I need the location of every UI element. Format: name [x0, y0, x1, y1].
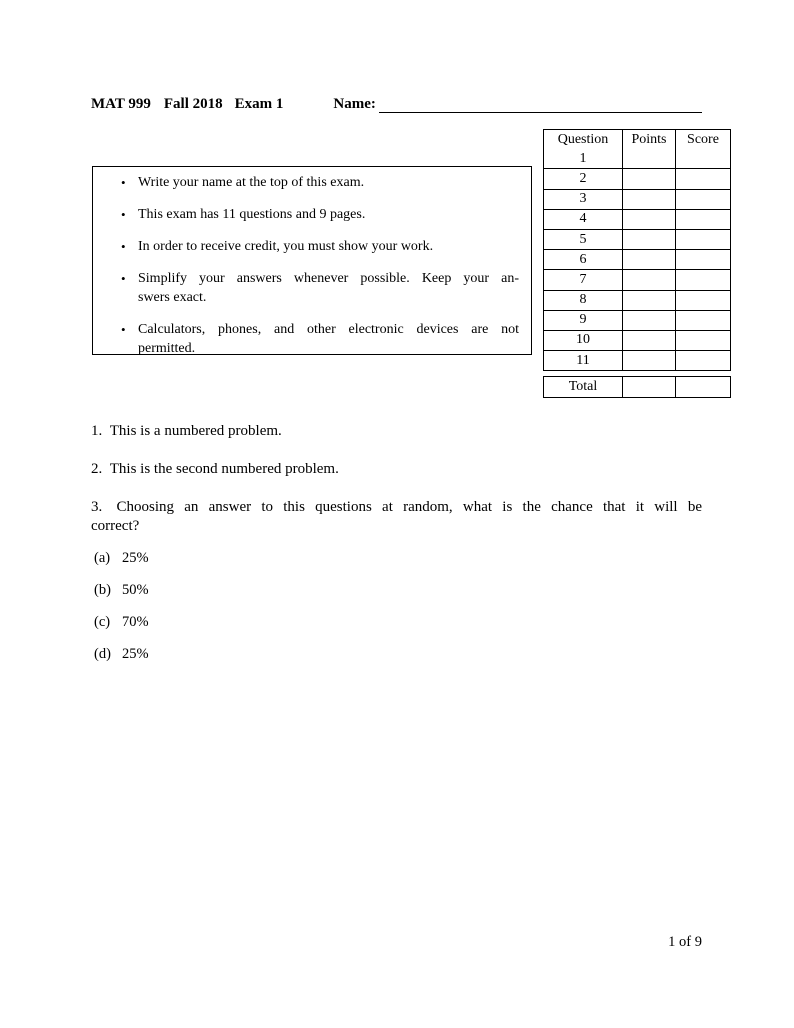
- table-row: [544, 168, 730, 188]
- instruction-text: Calculators, phones, and other electronic devices are not: [138, 322, 519, 337]
- table-row: [544, 209, 730, 229]
- total-label-cell: Total: [544, 377, 623, 397]
- exam-title: Exam 1: [234, 96, 284, 112]
- question-number-cell: 11: [544, 351, 623, 370]
- name-label: Name:: [333, 96, 376, 112]
- bullet-icon: •: [121, 239, 126, 254]
- problem-text: This is the second numbered problem.: [109, 461, 339, 477]
- score-cell: [676, 169, 730, 188]
- score-table-header-row: [544, 130, 730, 149]
- instruction-text: permitted.: [138, 341, 196, 356]
- total-points-cell: [623, 377, 676, 397]
- problem-line: correct?: [91, 518, 140, 534]
- score-table-total: [543, 376, 731, 398]
- instructions-box: [92, 166, 532, 355]
- score-cell: [676, 190, 730, 209]
- choice-label: (a): [94, 550, 111, 566]
- points-cell: [623, 311, 676, 330]
- choice-d: [94, 645, 149, 664]
- problem-line: [91, 422, 702, 441]
- question-number-cell: 4: [544, 210, 623, 229]
- problem-text: This is a numbered problem.: [109, 423, 282, 439]
- problem-line: [91, 460, 702, 479]
- points-cell: [623, 149, 676, 168]
- list-item: [120, 237, 519, 256]
- table-row: [544, 310, 730, 330]
- question-number-cell: 9: [544, 311, 623, 330]
- total-row: [544, 377, 730, 397]
- choice-a: [94, 549, 149, 568]
- question-number-cell: 8: [544, 291, 623, 310]
- question-number-cell: 6: [544, 250, 623, 269]
- question-number-cell: 1: [544, 149, 623, 168]
- choice-c: [94, 613, 149, 632]
- exam-term: Fall 2018: [163, 96, 223, 112]
- points-cell: [623, 190, 676, 209]
- exam-header: [91, 96, 702, 113]
- name-blank-line: [379, 110, 702, 113]
- choice-text: 25%: [122, 646, 149, 662]
- table-row: [544, 350, 730, 370]
- page-number: 1 of 9: [668, 934, 702, 950]
- problems-section: [91, 422, 702, 555]
- instruction-text: This exam has 11 questions and 9 pages.: [138, 207, 366, 222]
- bullet-icon: •: [121, 322, 126, 337]
- table-row: [544, 290, 730, 310]
- points-cell: [623, 351, 676, 370]
- list-item: [120, 173, 519, 192]
- problem-text: Choosing an answer to this questions at random, what is the chance that it will be: [116, 499, 702, 515]
- choice-label: (c): [94, 614, 111, 630]
- score-cell: [676, 351, 730, 370]
- choice-text: 70%: [122, 614, 149, 630]
- score-table-main: [543, 129, 731, 371]
- table-row: [544, 229, 730, 249]
- choices-list: [94, 549, 149, 677]
- choice-text: 25%: [122, 550, 149, 566]
- table-row: [544, 249, 730, 269]
- points-cell: [623, 270, 676, 289]
- problem-number: 2.: [91, 461, 103, 477]
- choice-label: (d): [94, 646, 111, 662]
- score-cell: [676, 230, 730, 249]
- problem-number: 3.: [91, 499, 103, 515]
- course-code: MAT 999: [91, 96, 151, 112]
- question-header: Question: [544, 130, 623, 149]
- question-number-cell: 7: [544, 270, 623, 289]
- list-item: [120, 320, 519, 358]
- problem-1: [91, 422, 702, 441]
- problem-number: 1.: [91, 423, 103, 439]
- score-cell: [676, 250, 730, 269]
- question-number-cell: 3: [544, 190, 623, 209]
- instruction-text: Simplify your answers whenever possible. Keep your an-: [138, 271, 519, 286]
- problem-line: [91, 498, 702, 517]
- bullet-icon: •: [121, 207, 126, 222]
- points-cell: [623, 291, 676, 310]
- score-cell: [676, 291, 730, 310]
- bullet-icon: •: [121, 271, 126, 286]
- question-number-cell: 5: [544, 230, 623, 249]
- table-row: [544, 189, 730, 209]
- points-cell: [623, 250, 676, 269]
- choice-label: (b): [94, 582, 111, 598]
- problem-3: [91, 498, 702, 536]
- points-header: Points: [623, 130, 676, 149]
- bullet-icon: •: [121, 175, 126, 190]
- score-header: Score: [687, 131, 719, 147]
- choice-b: [94, 581, 149, 600]
- list-item: [120, 205, 519, 224]
- table-row: [544, 269, 730, 289]
- instruction-text: swers exact.: [138, 290, 207, 305]
- points-cell: [623, 331, 676, 350]
- points-cell: [623, 210, 676, 229]
- question-number-cell: 2: [544, 169, 623, 188]
- table-row: [544, 330, 730, 350]
- instruction-text: Write your name at the top of this exam.: [138, 175, 365, 190]
- score-cell: [676, 149, 730, 168]
- score-cell: [676, 331, 730, 350]
- points-cell: [623, 169, 676, 188]
- instruction-text: In order to receive credit, you must show your work.: [138, 239, 434, 254]
- problem-2: [91, 460, 702, 479]
- score-cell: [676, 270, 730, 289]
- list-item: [120, 269, 519, 307]
- score-table: [543, 129, 731, 398]
- points-cell: [623, 230, 676, 249]
- score-cell: [676, 210, 730, 229]
- total-score-cell: [676, 377, 730, 397]
- question-number-cell: 10: [544, 331, 623, 350]
- table-row: [544, 149, 730, 168]
- choice-text: 50%: [122, 582, 149, 598]
- score-cell: [676, 311, 730, 330]
